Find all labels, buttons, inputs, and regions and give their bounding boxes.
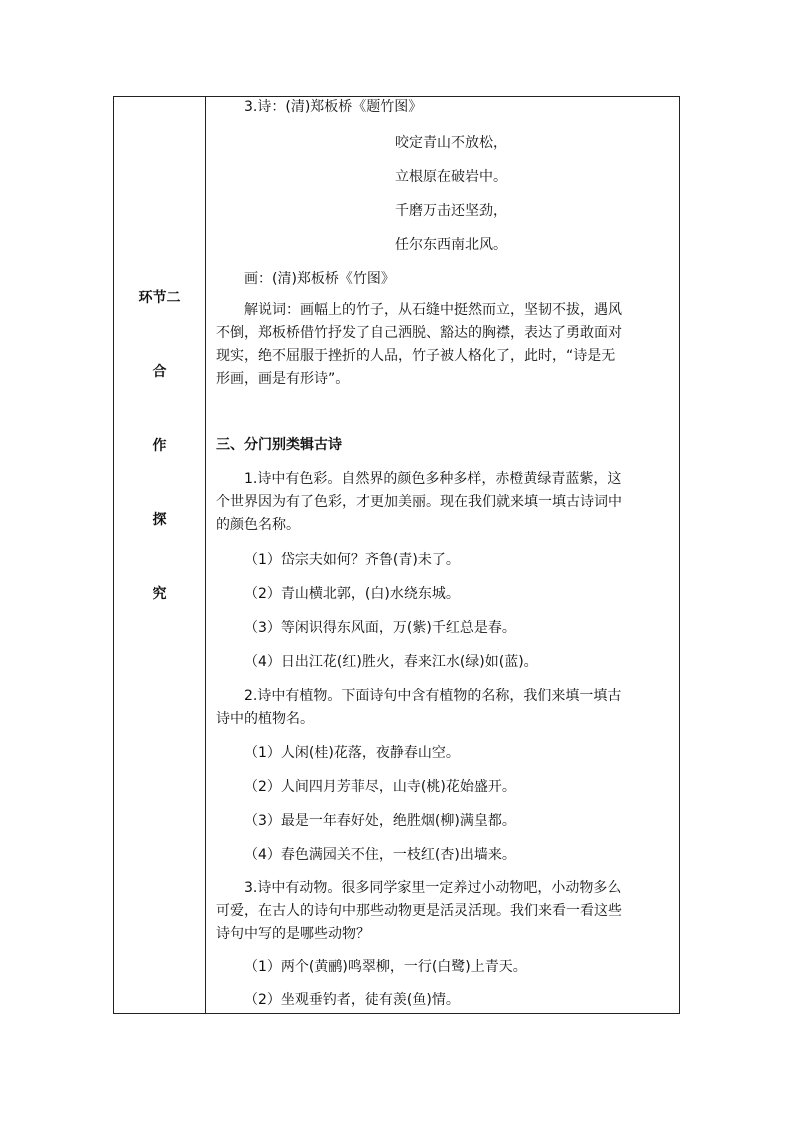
painting-caption: 画：(清)郑板桥《竹图》 xyxy=(244,271,395,287)
lesson-table xyxy=(113,96,680,1014)
section-char-2: 作 xyxy=(152,438,167,454)
plants-intro-2: 诗中的植物名。 xyxy=(216,711,314,727)
colors-item-2: （2）青山横北郭，(白)水绕东城。 xyxy=(244,586,460,602)
animals-intro-1: 3.诗中有动物。很多同学家里一定养过小动物吧，小动物多么 xyxy=(244,880,622,896)
section-char-4: 究 xyxy=(152,586,167,602)
plants-intro-1: 2.诗中有植物。下面诗句中含有植物的名称，我们来填一填古 xyxy=(244,688,622,704)
plants-item-3: （3）最是一年春好处，绝胜烟(柳)满皇都。 xyxy=(244,813,516,829)
content-column xyxy=(206,97,679,1013)
colors-intro-1: 1.诗中有色彩。自然界的颜色多种多样，赤橙黄绿青蓝紫，这 xyxy=(244,471,622,487)
colors-item-1: （1）岱宗夫如何？齐鲁(青)未了。 xyxy=(244,552,460,568)
animals-item-2: （2）坐观垂钓者，徒有羡(鱼)情。 xyxy=(244,992,460,1008)
animals-item-1: （1）两个(黄鹂)鸣翠柳，一行(白鹭)上青天。 xyxy=(244,959,527,975)
animals-intro-2: 可爱，在古人的诗句中那些动物更是活灵活现。我们来看一看这些 xyxy=(216,903,622,919)
section-char-3: 探 xyxy=(152,512,167,528)
poem-line-2: 立根原在破岩中。 xyxy=(395,169,507,185)
colors-item-4: （4）日出江花(红)胜火，春来江水(绿)如(蓝)。 xyxy=(244,654,538,670)
poem-line-3: 千磨万击还坚劲， xyxy=(395,203,507,219)
poem-line-4: 任尔东西南北风。 xyxy=(395,237,507,253)
plants-item-4: （4）春色满园关不住，一枝红(杏)出墙来。 xyxy=(244,847,516,863)
colors-item-3: （3）等闲识得东风面，万(紫)千红总是春。 xyxy=(244,620,516,636)
colors-intro-3: 的颜色名称。 xyxy=(216,517,300,533)
classify-heading: 三、分门别类辑古诗 xyxy=(216,437,342,453)
commentary-line-1: 解说词：画幅上的竹子，从石缝中挺然而立，坚韧不拔，遇风 xyxy=(244,302,622,318)
section-char-1: 合 xyxy=(152,364,167,380)
animals-intro-3: 诗句中写的是哪些动物？ xyxy=(216,926,370,942)
colors-intro-2: 个世界因为有了色彩，才更加美丽。现在我们就来填一填古诗词中 xyxy=(216,494,622,510)
plants-item-2: （2）人间四月芳菲尽，山寺(桃)花始盛开。 xyxy=(244,779,516,795)
commentary-line-4: 形画，画是有形诗”。 xyxy=(216,371,350,387)
section-label: 环节二 xyxy=(138,290,181,306)
commentary-line-3: 现实，绝不屈服于挫折的人品，竹子被人格化了，此时，“诗是无 xyxy=(216,348,616,364)
commentary-line-2: 不倒，郑板桥借竹抒发了自己洒脱、豁达的胸襟，表达了勇敢面对 xyxy=(216,325,622,341)
plants-item-1: （1）人闲(桂)花落，夜静春山空。 xyxy=(244,745,460,761)
poem-title: 3.诗：(清)郑板桥《题竹图》 xyxy=(244,99,423,115)
poem-line-1: 咬定青山不放松， xyxy=(395,135,507,151)
